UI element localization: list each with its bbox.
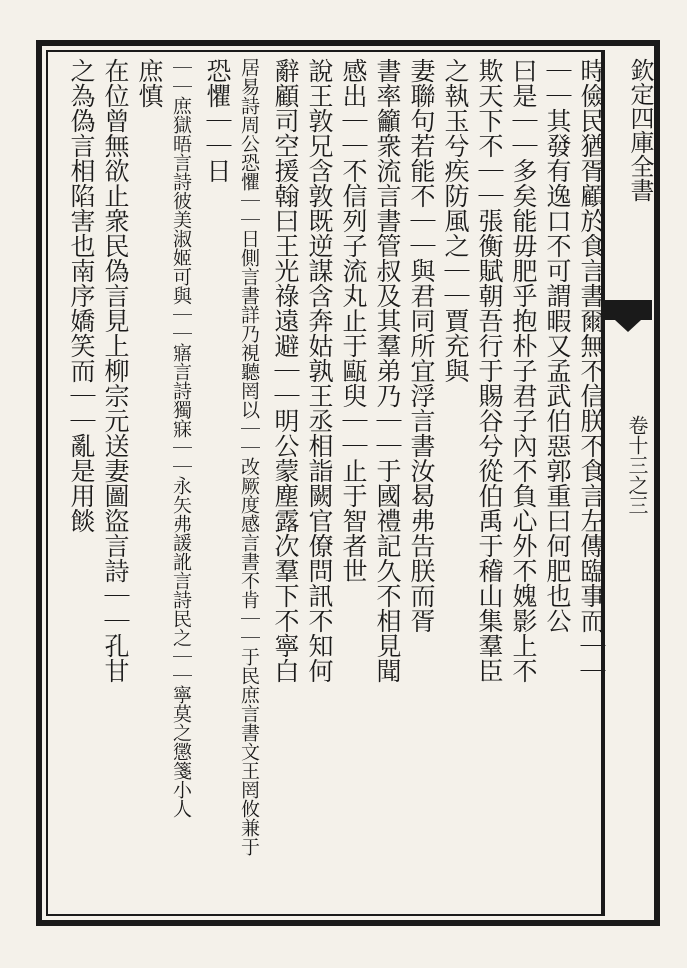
text-column-4: 欺天下不｜｜張衡賦朝吾行于賜谷兮從伯禹于稽山集羣臣 <box>475 58 504 683</box>
text-column-9: 說王敦兄含敦既逆謀含奔姑孰王丞相詣闕官僚問訊不知何 <box>305 58 334 683</box>
text-column-10: 辭顧司空援翰曰王光祿遠避｜｜明公蒙塵露次羣下不寧白 <box>271 58 300 683</box>
text-column-6: 妻聯句若能不｜｜與君同所宜浮言書汝曷弗告朕而胥 <box>407 58 436 633</box>
text-column-2: ｜｜其發有逸口不可謂暇又孟武伯惡郭重曰何肥也公 <box>543 58 572 633</box>
book-title: 欽定四庫全書 <box>626 58 654 202</box>
text-column-15: 在位曾無欲止衆民偽言見上柳宗元送妻圖盜言詩｜｜孔甘 <box>101 58 130 683</box>
fishtail-mark <box>605 300 652 320</box>
text-column-8: 感出｜｜不信列子流丸止于甌臾｜｜止于智者世 <box>339 58 368 583</box>
text-column-3: 曰是｜｜多矣能毋肥乎抱朴子君子內不負心外不媿影上不 <box>509 58 538 683</box>
text-column-5: 之執玉兮疾防風之｜｜賈充與 <box>441 58 470 383</box>
text-column-11: 居易詩周公恐懼｜｜日側言書詳乃視聽罔以｜｜改厥度感言書不肯｜｜于民庶言書文王罔攸兼于 <box>238 58 260 856</box>
text-column-1: 時儉民猶胥顧於食言書爾無不信朕不食言左傳臨事而｜｜ <box>577 58 606 683</box>
text-column-7: 書率籲衆流言書管叔及其羣弟乃｜｜于國禮記久不相見聞 <box>373 58 402 683</box>
text-column-14: 庶慎 <box>135 58 164 108</box>
fascicle-label: 卷十三之三 <box>625 415 649 515</box>
text-column-13: ｜｜庶獄晤言詩彼美淑姬可與｜｜寤言詩獨寐｜｜永矢弗諼訛言詩民之｜｜寧莫之懲箋小人 <box>170 58 192 818</box>
text-column-12: 恐懼｜｜日 <box>203 58 232 183</box>
text-column-16: 之為偽言相陷害也南序嬌笑而｜｜亂是用餤 <box>67 58 96 533</box>
